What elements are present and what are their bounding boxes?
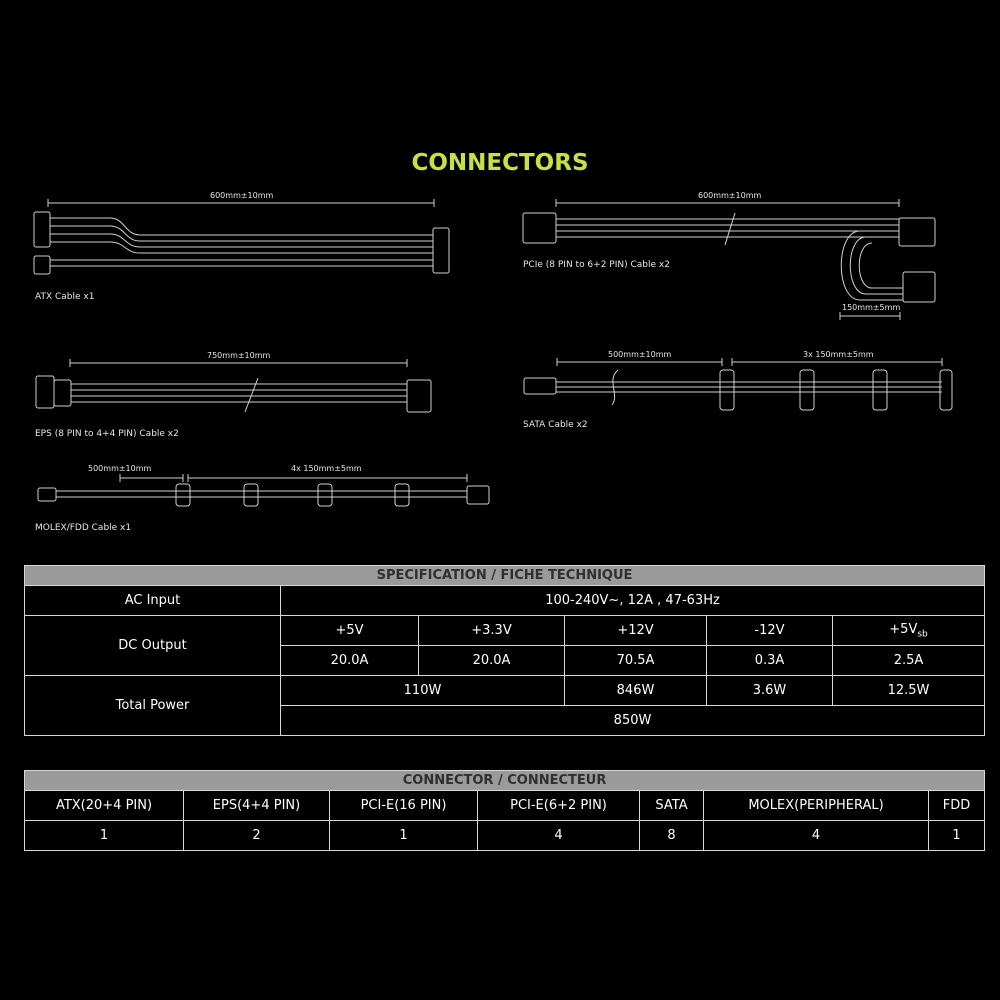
specification-table (24, 565, 985, 736)
sata-cable-label: SATA Cable x2 (523, 420, 588, 430)
rail-12v: +12V (565, 616, 707, 646)
eps-length-label: 750mm±10mm (207, 351, 271, 360)
power-minus-12v: 3.6W (707, 676, 833, 706)
ac-input-value: 100-240V~, 12A , 47-63Hz (281, 586, 985, 616)
connector-type-eps: EPS(4+4 PIN) (184, 791, 330, 821)
ac-input-label: AC Input (25, 586, 281, 616)
connector-header: CONNECTOR / CONNECTEUR (25, 771, 985, 791)
power-5v-3v3: 110W (281, 676, 565, 706)
rail-3v3: +3.3V (419, 616, 565, 646)
power-total: 850W (281, 706, 985, 736)
connector-count-eps: 2 (184, 821, 330, 851)
connector-count-pcie-16: 1 (330, 821, 478, 851)
current-3v3: 20.0A (419, 646, 565, 676)
dc-output-label: DC Output (25, 616, 281, 676)
eps-cable-label: EPS (8 PIN to 4+4 PIN) Cable x2 (35, 429, 179, 439)
spec-header: SPECIFICATION / FICHE TECHNIQUE (25, 566, 985, 586)
current-12v: 70.5A (565, 646, 707, 676)
eps-cable-drawing (36, 359, 431, 412)
sata-length-label: 500mm±10mm (608, 350, 672, 359)
sata-spacing-label: 3x 150mm±5mm (803, 350, 874, 359)
connector-count-pcie-6-2: 4 (478, 821, 640, 851)
connector-count-sata: 8 (640, 821, 704, 851)
pcie-branch-length-label: 150mm±5mm (842, 303, 901, 312)
atx-cable-drawing (34, 199, 449, 274)
molex-spacing-label: 4x 150mm±5mm (291, 464, 362, 473)
current-minus-12v: 0.3A (707, 646, 833, 676)
molex-cable-label: MOLEX/FDD Cable x1 (35, 523, 132, 533)
molex-length-label: 500mm±10mm (88, 464, 152, 473)
atx-cable-label: ATX Cable x1 (35, 292, 95, 302)
current-5v: 20.0A (281, 646, 419, 676)
connector-count-molex: 4 (704, 821, 929, 851)
connector-type-molex: MOLEX(PERIPHERAL) (704, 791, 929, 821)
rail-minus-12v: -12V (707, 616, 833, 646)
rail-5v: +5V (281, 616, 419, 646)
sata-cable-drawing (524, 358, 952, 410)
connector-type-pcie-16: PCI-E(16 PIN) (330, 791, 478, 821)
page-title: CONNECTORS (411, 150, 589, 176)
connector-type-fdd: FDD (929, 791, 985, 821)
connector-count-fdd: 1 (929, 821, 985, 851)
pcie-cable-label: PCIe (8 PIN to 6+2 PIN) Cable x2 (523, 260, 670, 270)
rail-5vsb-sub: sb (917, 629, 928, 640)
connector-type-sata: SATA (640, 791, 704, 821)
total-power-label: Total Power (25, 676, 281, 736)
power-5vsb: 12.5W (833, 676, 985, 706)
atx-length-label: 600mm±10mm (210, 191, 274, 200)
connector-type-pcie-6-2: PCI-E(6+2 PIN) (478, 791, 640, 821)
rail-5vsb-main: +5V (889, 621, 918, 637)
pcie-length-label: 600mm±10mm (698, 191, 762, 200)
current-5vsb: 2.5A (833, 646, 985, 676)
connector-type-atx: ATX(20+4 PIN) (25, 791, 184, 821)
rail-5vsb (833, 616, 985, 646)
connector-table (24, 770, 985, 851)
connector-count-atx: 1 (25, 821, 184, 851)
molex-cable-drawing (38, 474, 489, 506)
power-12v: 846W (565, 676, 707, 706)
